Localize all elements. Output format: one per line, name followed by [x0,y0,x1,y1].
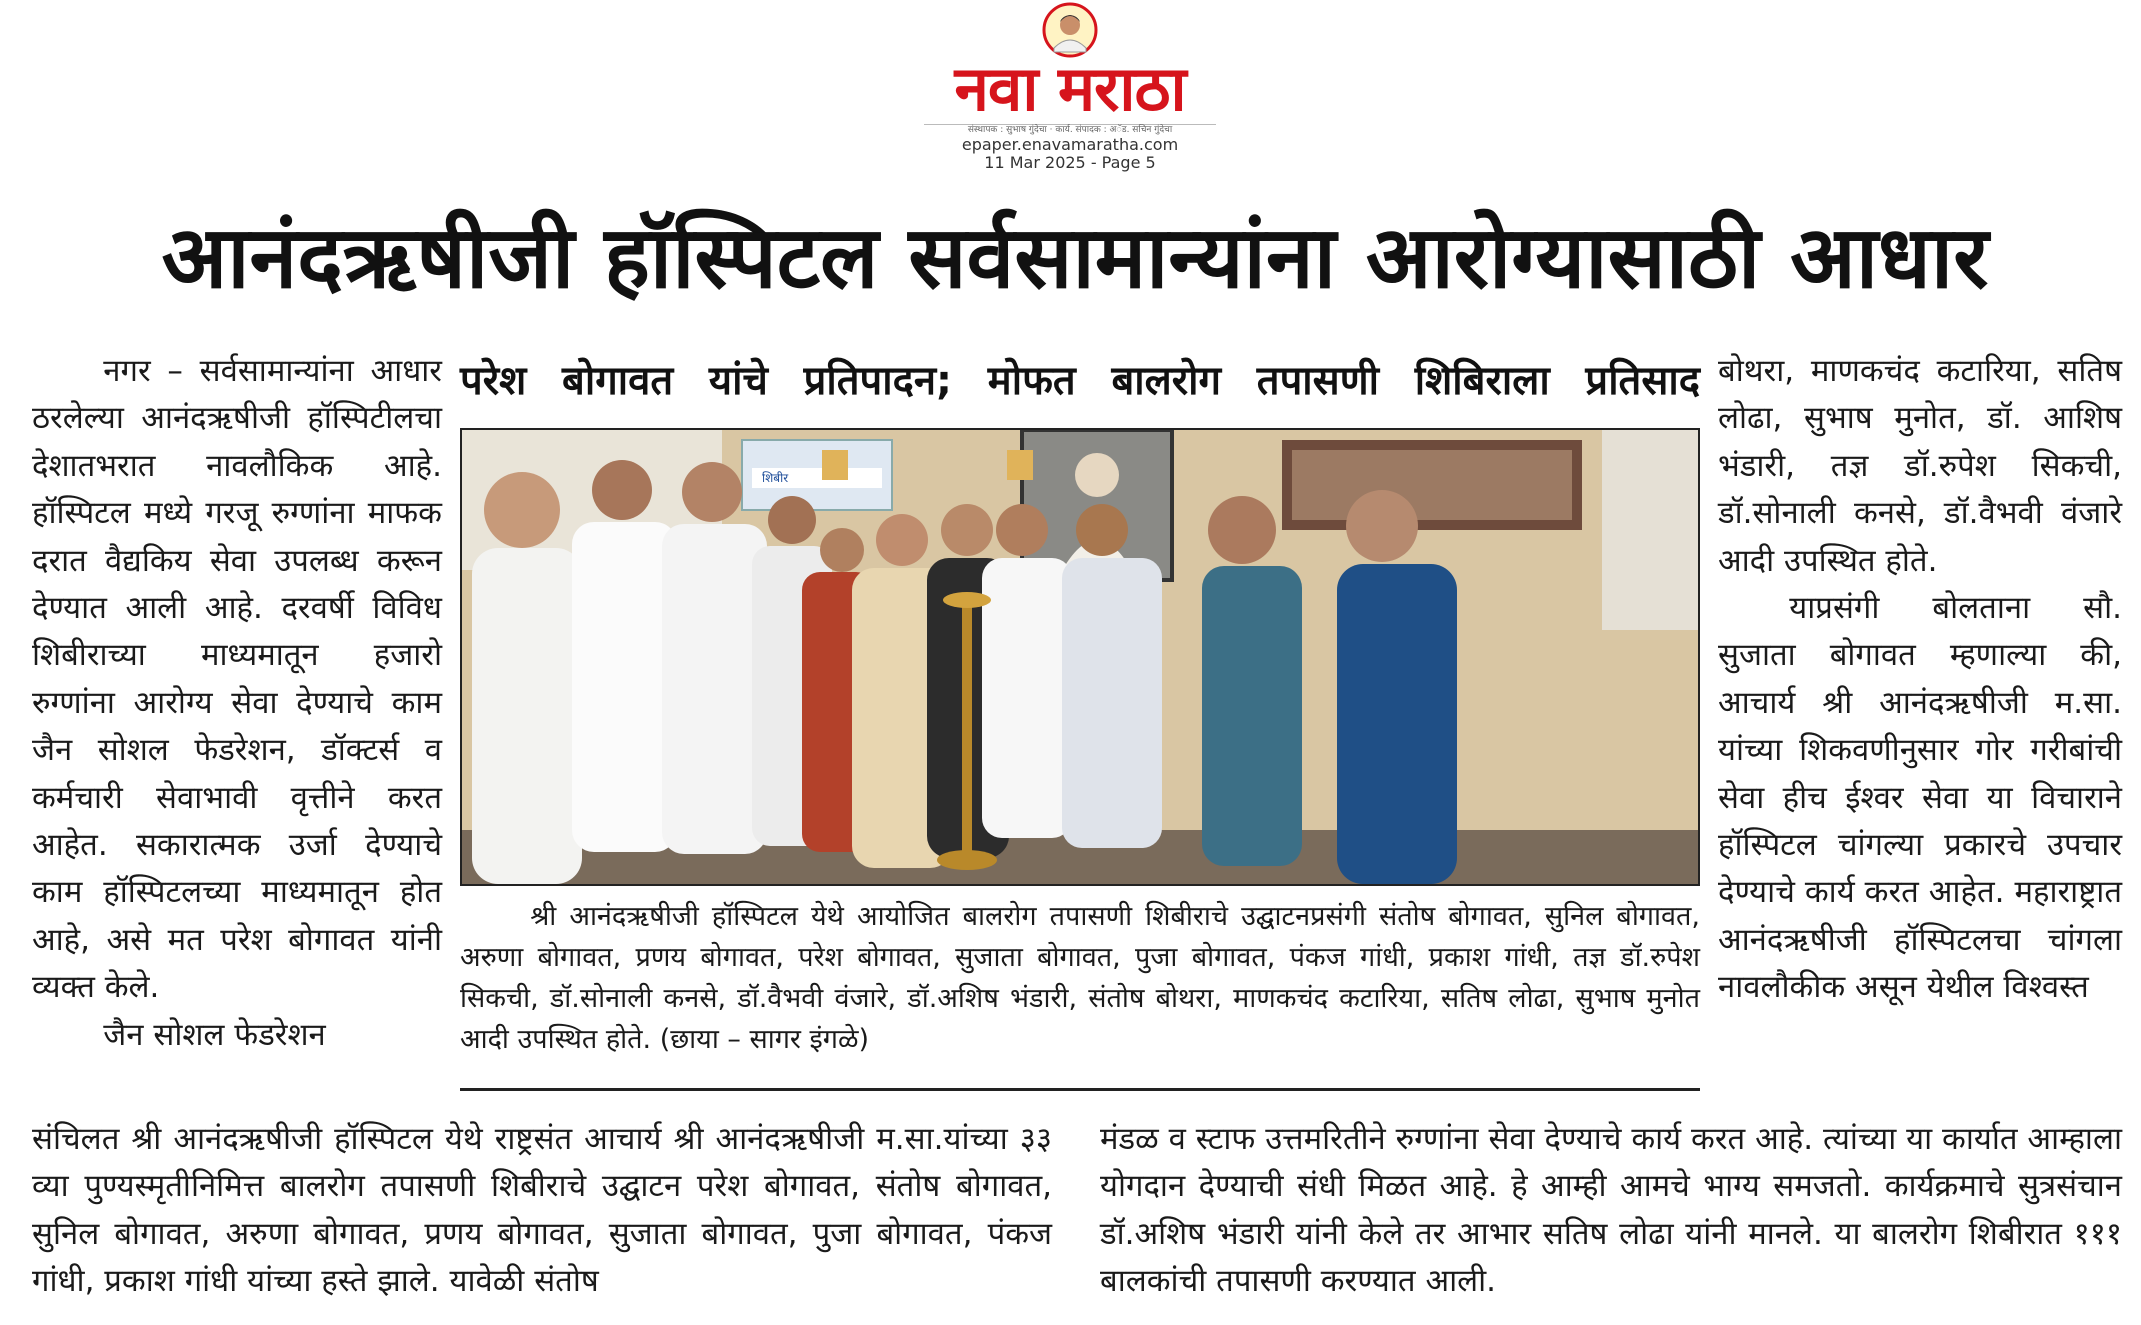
edition-date-page: 11 Mar 2025 - Page 5 [984,153,1156,172]
photo-caption: श्री आनंदऋषीजी हॉस्पिटल येथे आयोजित बालरोग तपासणी शिबीराचे उद्घाटनप्रसंगी संतोष बोगावत, सुनिल बोगावत, अरुणा बोगावत, प्रणय बोगावत, परेश बोगावत, सुजाता बोगावत, पुजा बोगावत, पंकज गांधी, प्रकाश गांधी, तज्ञ डॉ.रुपेश सिकची, डॉ.सोनाली कनसे, डॉ.वैभवी वंजारे, डॉ.अशिष भंडारी, संतोष बोथरा, माणकचंद कटारिया, सतिष लोढा, सुभाष मुनोत आदी उपस्थित होते. (छाया – सागर इंगळे) [460,901,1700,1055]
article-left-column [32,348,442,1108]
article-paragraph: नगर – सर्वसामान्यांना आधार ठरलेल्या आनंदऋषीजी हॉस्पिटीलचा देशातभरात नावलौकिक आहे. हॉस्पिटल मध्ये गरजू रुग्णांना माफक दरात वैद्यकिय सेवा उपलब्ध करून देण्यात आली आहे. दरवर्षी विविध शिबीराच्या माध्यमातून हजारो रुग्णांना आरोग्य सेवा देण्याचे काम जैन सोशल फेडरेशन, डॉक्टर्स व कर्मचारी सेवाभावी वृत्तीने करत आहेत. सकारात्मक उर्जा देण्याचे काम हॉस्पिटलच्या माध्यमातून होत आहे, असे मत परेश बोगावत यांनी व्यक्त केले. [32,353,442,1006]
founder-portrait-logo [1042,2,1098,58]
newspaper-logo: नवा मराठा [954,52,1186,125]
article-right-column [1718,348,2122,1108]
svg-text:शिबीर: शिबीर [762,471,789,485]
article-paragraph: याप्रसंगी बोलताना सौ. सुजाता बोगावत म्हणाल्या की, आचार्य श्री आनंदऋषीजी म.सा. यांच्या शिकवणीनुसार गोर गरीबांची सेवा हीच ईश्वर सेवा या विचाराने हॉस्पिटल चांगल्या प्रकारचे उपचार देण्याचे कार्य करत आहेत. महाराष्ट्रात आनंदऋषीजी हॉस्पिटलचा चांगला नावलौकीक असून येथील विश्वस्त [1718,590,2122,1006]
caption-divider [460,1088,1700,1091]
event-photo [460,428,1700,886]
lamp-lighting-ceremony-photo [462,430,1698,884]
article-paragraph: जैन सोशल फेडरेशन [103,1016,326,1053]
article-bottom-right: मंडळ व स्टाफ उत्तमरितीने रुग्णांना सेवा देण्याचे कार्य करत आहे. त्यांच्या या कार्यात आम्हाला योगदान देण्याची संधी मिळत आहे. हे आम्ही आमचे भाग्य समजतो. कार्यक्रमाचे सुत्रसंचान डॉ.अशिष भंडारी यांनी केले तर आभार सतिष लोढा यांनी मानले. या बालरोग शिबीरात १११ बालकांची तपासणी करण्यात आली. [1100,1121,2122,1300]
article-bottom-left: संचिलत श्री आनंदऋषीजी हॉस्पिटल येथे राष्ट्रसंत आचार्य श्री आनंदऋषीजी म.सा.यांच्या ३३ व्या पुण्यस्मृतीनिमित्त बालरोग तपासणी शिबीराचे उद्घाटन परेश बोगावत, संतोष बोगावत, सुनिल बोगावत, अरुणा बोगावत, प्रणय बोगावत, सुजाता बोगावत, पुजा बोगावत, पंकज गांधी, प्रकाश गांधी यांच्या हस्ते झाले. यावेळी संतोष [32,1121,1052,1300]
masthead [880,0,1260,175]
masthead-credits: संस्थापक : सुभाष गुंदेचा · कार्य. संपादक : अॅड. सचिन गुंदेचा [924,124,1216,135]
article-headline: आनंदऋषीजी हॉस्पिटल सर्वसामान्यांना आरोग्यासाठी आधार [161,208,1989,308]
epaper-url[interactable]: epaper.enavamaratha.com [961,135,1179,154]
article-subheadline: परेश बोगावत यांचे प्रतिपादन; मोफत बालरोग तपासणी शिबिराला प्रतिसाद [460,358,1700,404]
article-paragraph: बोथरा, माणकचंद कटारिया, सतिष लोढा, सुभाष मुनोत, डॉ. आशिष भंडारी, तज्ञ डॉ.रुपेश सिकची, डॉ.सोनाली कनसे, डॉ.वैभवी वंजारे आदी उपस्थित होते. [1718,353,2122,579]
